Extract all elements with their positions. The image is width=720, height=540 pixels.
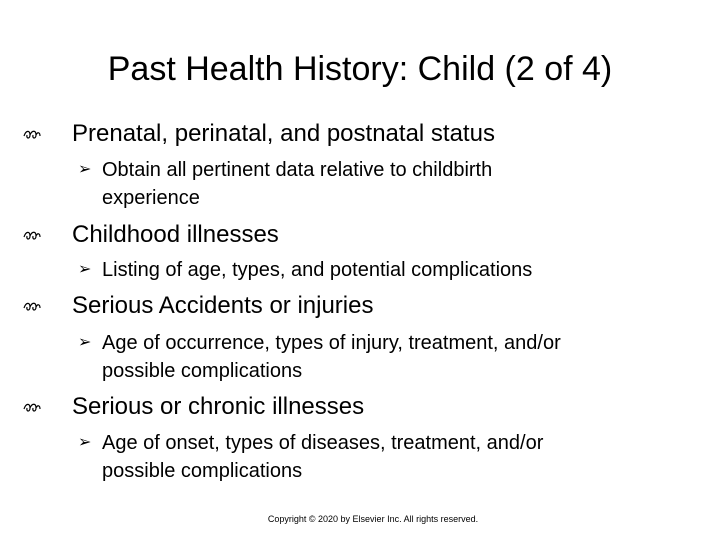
bullet-item-prenatal: Prenatal, perinatal, and postnatal status [72,120,495,147]
bullet-item-chronic-illnesses: Serious or chronic illnesses [72,393,365,420]
swirl-bullet-icon [23,229,41,243]
swirl-bullet-icon [23,401,41,415]
arrowhead-bullet-icon: ➢ [78,261,92,278]
swirl-bullet-icon [23,128,41,142]
sub-bullet-line: Age of occurrence, types of injury, treatment, and/or [102,332,561,354]
sub-bullet-line: Listing of age, types, and potential complications [102,259,533,281]
swirl-bullet-icon [23,300,41,314]
bullet-item-childhood-illnesses: Childhood illnesses [72,221,279,248]
arrowhead-bullet-icon: ➢ [78,434,92,451]
sub-bullet-line: Obtain all pertinent data relative to childbirth [102,159,493,181]
arrowhead-bullet-icon: ➢ [78,334,92,351]
copyright-footer: Copyright © 2020 by Elsevier Inc. All rights reserved. [267,514,479,524]
slide-title: Past Health History: Child (2 of 4) [107,50,613,88]
sub-bullet-item [102,429,692,485]
sub-bullet-item [102,256,692,284]
sub-bullet-item [102,329,692,385]
sub-bullet-line: possible complications [102,460,303,482]
sub-bullet-line: Age of onset, types of diseases, treatment, and/or [102,432,544,454]
bullet-item-accidents: Serious Accidents or injuries [72,292,374,319]
sub-bullet-line: possible complications [102,360,303,382]
arrowhead-bullet-icon: ➢ [78,161,92,178]
sub-bullet-line: experience [102,187,200,209]
sub-bullet-item [102,156,692,212]
